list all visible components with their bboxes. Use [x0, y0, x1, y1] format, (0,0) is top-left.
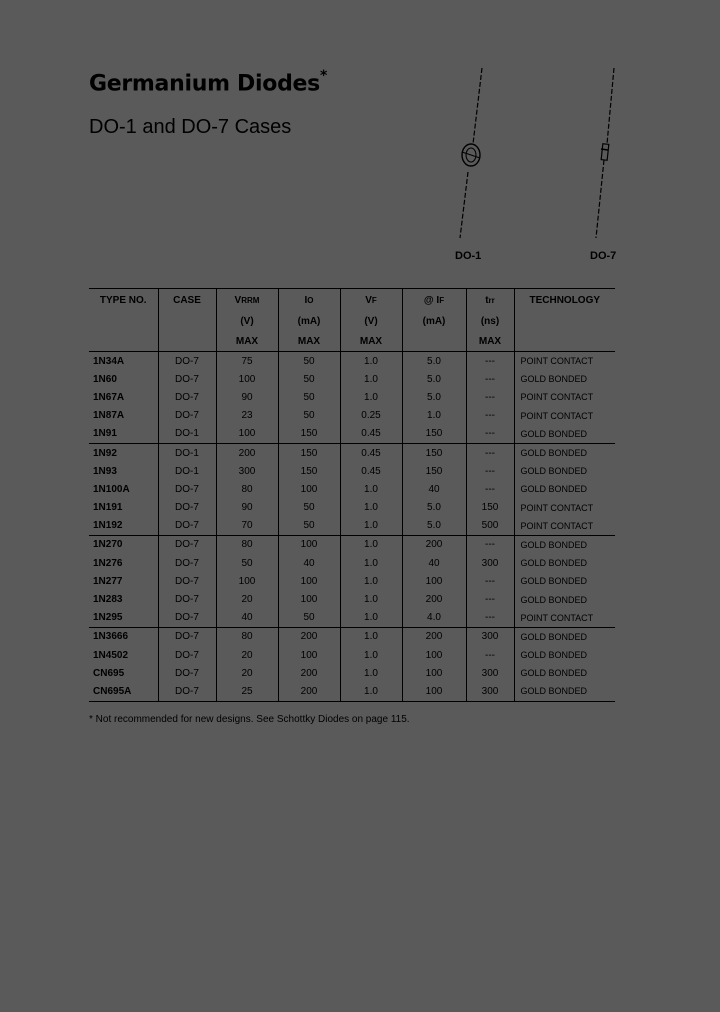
- cell-technology: GOLD BONDED: [514, 462, 615, 480]
- cell-type: 1N60: [93, 373, 117, 385]
- cell-trr: ---: [466, 480, 514, 498]
- do7-diode-icon: [596, 68, 614, 238]
- table-row: [89, 499, 615, 517]
- cell-io: 100: [278, 646, 340, 664]
- cell-vf: 0.45: [340, 425, 402, 444]
- table-row: [89, 682, 615, 701]
- title-asterisk: *: [319, 68, 327, 84]
- cell-vf: 1.0: [340, 609, 402, 628]
- col-header-technology: TECHNOLOGY: [514, 289, 615, 312]
- cell-case: DO-7: [158, 499, 216, 517]
- limit-io: MAX: [278, 331, 340, 352]
- cell-type: 1N4502: [93, 649, 129, 661]
- cell-if: 5.0: [402, 352, 466, 371]
- cell-vf: 1.0: [340, 682, 402, 701]
- cell-io: 200: [278, 682, 340, 701]
- cell-type: 1N34A: [93, 355, 125, 367]
- cell-type: CN695: [93, 667, 125, 679]
- cell-vrrm: 40: [216, 609, 278, 628]
- table-row: [89, 646, 615, 664]
- cell-trr: 500: [466, 517, 514, 536]
- cell-io: 50: [278, 407, 340, 425]
- diode-case-illustration: [440, 60, 640, 270]
- cell-type: 1N67A: [93, 391, 125, 403]
- cell-vf: 1.0: [340, 517, 402, 536]
- col-header-case: CASE: [158, 289, 216, 312]
- cell-technology: GOLD BONDED: [514, 443, 615, 462]
- cell-vrrm: 100: [216, 572, 278, 590]
- cell-vf: 1.0: [340, 664, 402, 682]
- header-row-limits: [89, 331, 615, 352]
- cell-trr: ---: [466, 590, 514, 608]
- cell-vf: 1.0: [340, 627, 402, 646]
- cell-vf: 1.0: [340, 590, 402, 608]
- cell-io: 50: [278, 370, 340, 388]
- limit-vf: MAX: [340, 331, 402, 352]
- cell-case: DO-7: [158, 407, 216, 425]
- cell-vrrm: 25: [216, 682, 278, 701]
- cell-type: 1N92: [93, 447, 117, 459]
- cell-vrrm: 50: [216, 554, 278, 572]
- do7-label: DO-7: [590, 250, 617, 262]
- units-case-blank: [158, 311, 216, 331]
- cell-vrrm: 70: [216, 517, 278, 536]
- cell-technology: POINT CONTACT: [514, 609, 615, 628]
- vf-subscript: F: [371, 295, 377, 305]
- cell-case: DO-7: [158, 646, 216, 664]
- cell-if: 40: [402, 554, 466, 572]
- cell-type: CN695A: [89, 682, 158, 701]
- header-row-units: [89, 311, 615, 331]
- cell-vf: 1.0: [340, 535, 402, 554]
- limit-if-blank: [402, 331, 466, 352]
- diode-spec-table: [89, 288, 615, 702]
- table-row: [89, 425, 615, 444]
- cell-vf: 1.0: [340, 480, 402, 498]
- io-symbol: I: [304, 294, 308, 306]
- cell-trr: ---: [466, 370, 514, 388]
- table-row: [89, 388, 615, 406]
- cell-if: 200: [402, 627, 466, 646]
- cell-case: DO-7: [158, 664, 216, 682]
- cell-type: 1N276: [93, 557, 123, 569]
- page-title: [89, 70, 327, 96]
- cell-io: 150: [278, 462, 340, 480]
- cell-technology: POINT CONTACT: [514, 517, 615, 536]
- cell-trr: ---: [466, 462, 514, 480]
- table-row: [89, 664, 615, 682]
- limit-tech-blank: [514, 331, 615, 352]
- cell-trr: 300: [466, 554, 514, 572]
- cell-io: 150: [278, 443, 340, 462]
- cell-case: DO-1: [158, 443, 216, 462]
- cell-vrrm: 90: [216, 499, 278, 517]
- cell-io: 100: [278, 590, 340, 608]
- cell-io: 40: [278, 554, 340, 572]
- cell-technology: POINT CONTACT: [514, 499, 615, 517]
- vrrm-symbol: V: [234, 294, 242, 306]
- cell-vrrm: 80: [216, 535, 278, 554]
- cell-trr: ---: [466, 443, 514, 462]
- cell-vf: 1.0: [340, 554, 402, 572]
- cell-vf: 1.0: [340, 646, 402, 664]
- units-vrrm: (V): [216, 311, 278, 331]
- cell-io: 100: [278, 480, 340, 498]
- vrrm-subscript: RRM: [241, 295, 260, 305]
- limit-trr: MAX: [466, 331, 514, 352]
- cell-if: 150: [402, 425, 466, 444]
- units-if: (mA): [402, 311, 466, 331]
- io-subscript: O: [307, 295, 314, 305]
- cell-vf: 1.0: [340, 352, 402, 371]
- cell-vf: 0.25: [340, 407, 402, 425]
- cell-io: 50: [278, 352, 340, 371]
- cell-technology: GOLD BONDED: [514, 370, 615, 388]
- cell-technology: GOLD BONDED: [514, 627, 615, 646]
- cell-vrrm: 75: [216, 352, 278, 371]
- trr-symbol: t: [485, 294, 489, 306]
- cell-technology: GOLD BONDED: [514, 572, 615, 590]
- units-tech-blank: [514, 311, 615, 331]
- limit-case-blank: [158, 331, 216, 352]
- cell-vf: 1.0: [340, 370, 402, 388]
- cell-case: DO-7: [158, 609, 216, 628]
- cell-io: 100: [278, 572, 340, 590]
- footnote: * Not recommended for new designs. See Schottky Diodes on page 115.: [89, 714, 410, 725]
- table-row: [89, 370, 615, 388]
- cell-trr: 150: [466, 499, 514, 517]
- cell-vf: 1.0: [340, 572, 402, 590]
- cell-case: DO-7: [158, 480, 216, 498]
- col-header-vf: [340, 289, 402, 312]
- diode-table-container: [89, 288, 615, 702]
- limit-type-blank: [89, 331, 158, 352]
- cell-type: 1N295: [89, 609, 158, 628]
- cell-trr: ---: [466, 425, 514, 444]
- cell-case: DO-1: [158, 462, 216, 480]
- cell-trr: 300: [466, 682, 514, 701]
- cell-vf: 0.45: [340, 443, 402, 462]
- cell-technology: GOLD BONDED: [514, 535, 615, 554]
- if-symbol: @ I: [423, 294, 440, 306]
- cell-if: 100: [402, 646, 466, 664]
- cell-io: 200: [278, 664, 340, 682]
- cell-if: 100: [402, 682, 466, 701]
- table-row: [89, 609, 615, 628]
- cell-trr: ---: [466, 407, 514, 425]
- cell-vrrm: 200: [216, 443, 278, 462]
- vf-symbol: V: [365, 294, 372, 306]
- table-row: [89, 627, 615, 646]
- page-title-text: Germanium Diodes: [89, 71, 320, 97]
- cell-vrrm: 20: [216, 590, 278, 608]
- table-row: [89, 590, 615, 608]
- cell-vrrm: 20: [216, 646, 278, 664]
- table-row: [89, 352, 615, 371]
- cell-trr: ---: [466, 646, 514, 664]
- cell-vrrm: 80: [216, 480, 278, 498]
- cell-if: 5.0: [402, 499, 466, 517]
- col-header-if: [402, 289, 466, 312]
- cell-case: DO-1: [158, 425, 216, 444]
- cell-technology: GOLD BONDED: [514, 554, 615, 572]
- cell-trr: 300: [466, 664, 514, 682]
- cell-case: DO-7: [158, 572, 216, 590]
- cell-io: 50: [278, 388, 340, 406]
- cell-io: 200: [278, 627, 340, 646]
- cell-type: 1N191: [93, 502, 123, 514]
- table-row: [89, 517, 615, 536]
- units-trr: (ns): [466, 311, 514, 331]
- cell-vrrm: 20: [216, 664, 278, 682]
- table-row: [89, 480, 615, 498]
- header-row-labels: [89, 289, 615, 312]
- cell-technology: GOLD BONDED: [514, 664, 615, 682]
- cell-case: DO-7: [158, 682, 216, 701]
- page-subtitle: DO-1 and DO-7 Cases: [89, 116, 292, 138]
- cell-io: 50: [278, 499, 340, 517]
- cell-type: 1N192: [89, 517, 158, 536]
- if-subscript: F: [439, 295, 445, 305]
- cell-vf: 0.45: [340, 462, 402, 480]
- cell-case: DO-7: [158, 388, 216, 406]
- cell-if: 5.0: [402, 370, 466, 388]
- cell-case: DO-7: [158, 627, 216, 646]
- col-header-vrrm: [216, 289, 278, 312]
- cell-if: 5.0: [402, 517, 466, 536]
- cell-type: 1N3666: [93, 631, 129, 643]
- cell-if: 1.0: [402, 407, 466, 425]
- cell-vrrm: 80: [216, 627, 278, 646]
- trr-subscript: rr: [488, 295, 495, 305]
- table-row: [89, 572, 615, 590]
- limit-vrrm: MAX: [216, 331, 278, 352]
- cell-if: 40: [402, 480, 466, 498]
- cell-io: 100: [278, 535, 340, 554]
- cell-if: 100: [402, 664, 466, 682]
- table-body: [89, 352, 615, 702]
- cell-if: 150: [402, 443, 466, 462]
- table-row: [89, 462, 615, 480]
- units-io: (mA): [278, 311, 340, 331]
- cell-case: DO-7: [158, 590, 216, 608]
- cell-vf: 1.0: [340, 388, 402, 406]
- table-row: [89, 554, 615, 572]
- cell-if: 5.0: [402, 388, 466, 406]
- cell-type: 1N283: [93, 594, 123, 606]
- cell-io: 150: [278, 425, 340, 444]
- cell-vf: 1.0: [340, 499, 402, 517]
- cell-trr: 300: [466, 627, 514, 646]
- table-row: [89, 535, 615, 554]
- cell-if: 200: [402, 590, 466, 608]
- cell-vrrm: 23: [216, 407, 278, 425]
- cell-technology: GOLD BONDED: [514, 646, 615, 664]
- do1-diode-icon: [460, 68, 482, 238]
- cell-technology: GOLD BONDED: [514, 590, 615, 608]
- cell-trr: ---: [466, 388, 514, 406]
- cell-type: 1N277: [93, 575, 123, 587]
- cell-type: 1N100A: [93, 483, 130, 495]
- units-type-blank: [89, 311, 158, 331]
- cell-vrrm: 90: [216, 388, 278, 406]
- cell-trr: ---: [466, 352, 514, 371]
- cell-io: 50: [278, 609, 340, 628]
- cell-io: 50: [278, 517, 340, 536]
- cell-technology: GOLD BONDED: [514, 682, 615, 701]
- cell-case: DO-7: [158, 517, 216, 536]
- cell-if: 100: [402, 572, 466, 590]
- cell-technology: POINT CONTACT: [514, 388, 615, 406]
- cell-technology: POINT CONTACT: [514, 407, 615, 425]
- col-header-trr: [466, 289, 514, 312]
- cell-trr: ---: [466, 609, 514, 628]
- cell-if: 200: [402, 535, 466, 554]
- table-row: [89, 407, 615, 425]
- col-header-type: TYPE NO.: [89, 289, 158, 312]
- table-header: [89, 289, 615, 352]
- cell-type: 1N270: [93, 539, 123, 551]
- cell-vrrm: 300: [216, 462, 278, 480]
- col-header-io: [278, 289, 340, 312]
- cell-vrrm: 100: [216, 370, 278, 388]
- cell-case: DO-7: [158, 535, 216, 554]
- cell-type: 1N93: [93, 465, 117, 477]
- cell-type: 1N91: [89, 425, 158, 444]
- cell-if: 150: [402, 462, 466, 480]
- table-row: [89, 443, 615, 462]
- cell-trr: ---: [466, 572, 514, 590]
- cell-technology: GOLD BONDED: [514, 425, 615, 444]
- cell-if: 4.0: [402, 609, 466, 628]
- cell-technology: POINT CONTACT: [514, 352, 615, 371]
- units-vf: (V): [340, 311, 402, 331]
- cell-technology: GOLD BONDED: [514, 480, 615, 498]
- cell-case: DO-7: [158, 554, 216, 572]
- cell-trr: ---: [466, 535, 514, 554]
- cell-case: DO-7: [158, 352, 216, 371]
- cell-case: DO-7: [158, 370, 216, 388]
- do1-label: DO-1: [455, 250, 482, 262]
- cell-vrrm: 100: [216, 425, 278, 444]
- cell-type: 1N87A: [93, 410, 125, 422]
